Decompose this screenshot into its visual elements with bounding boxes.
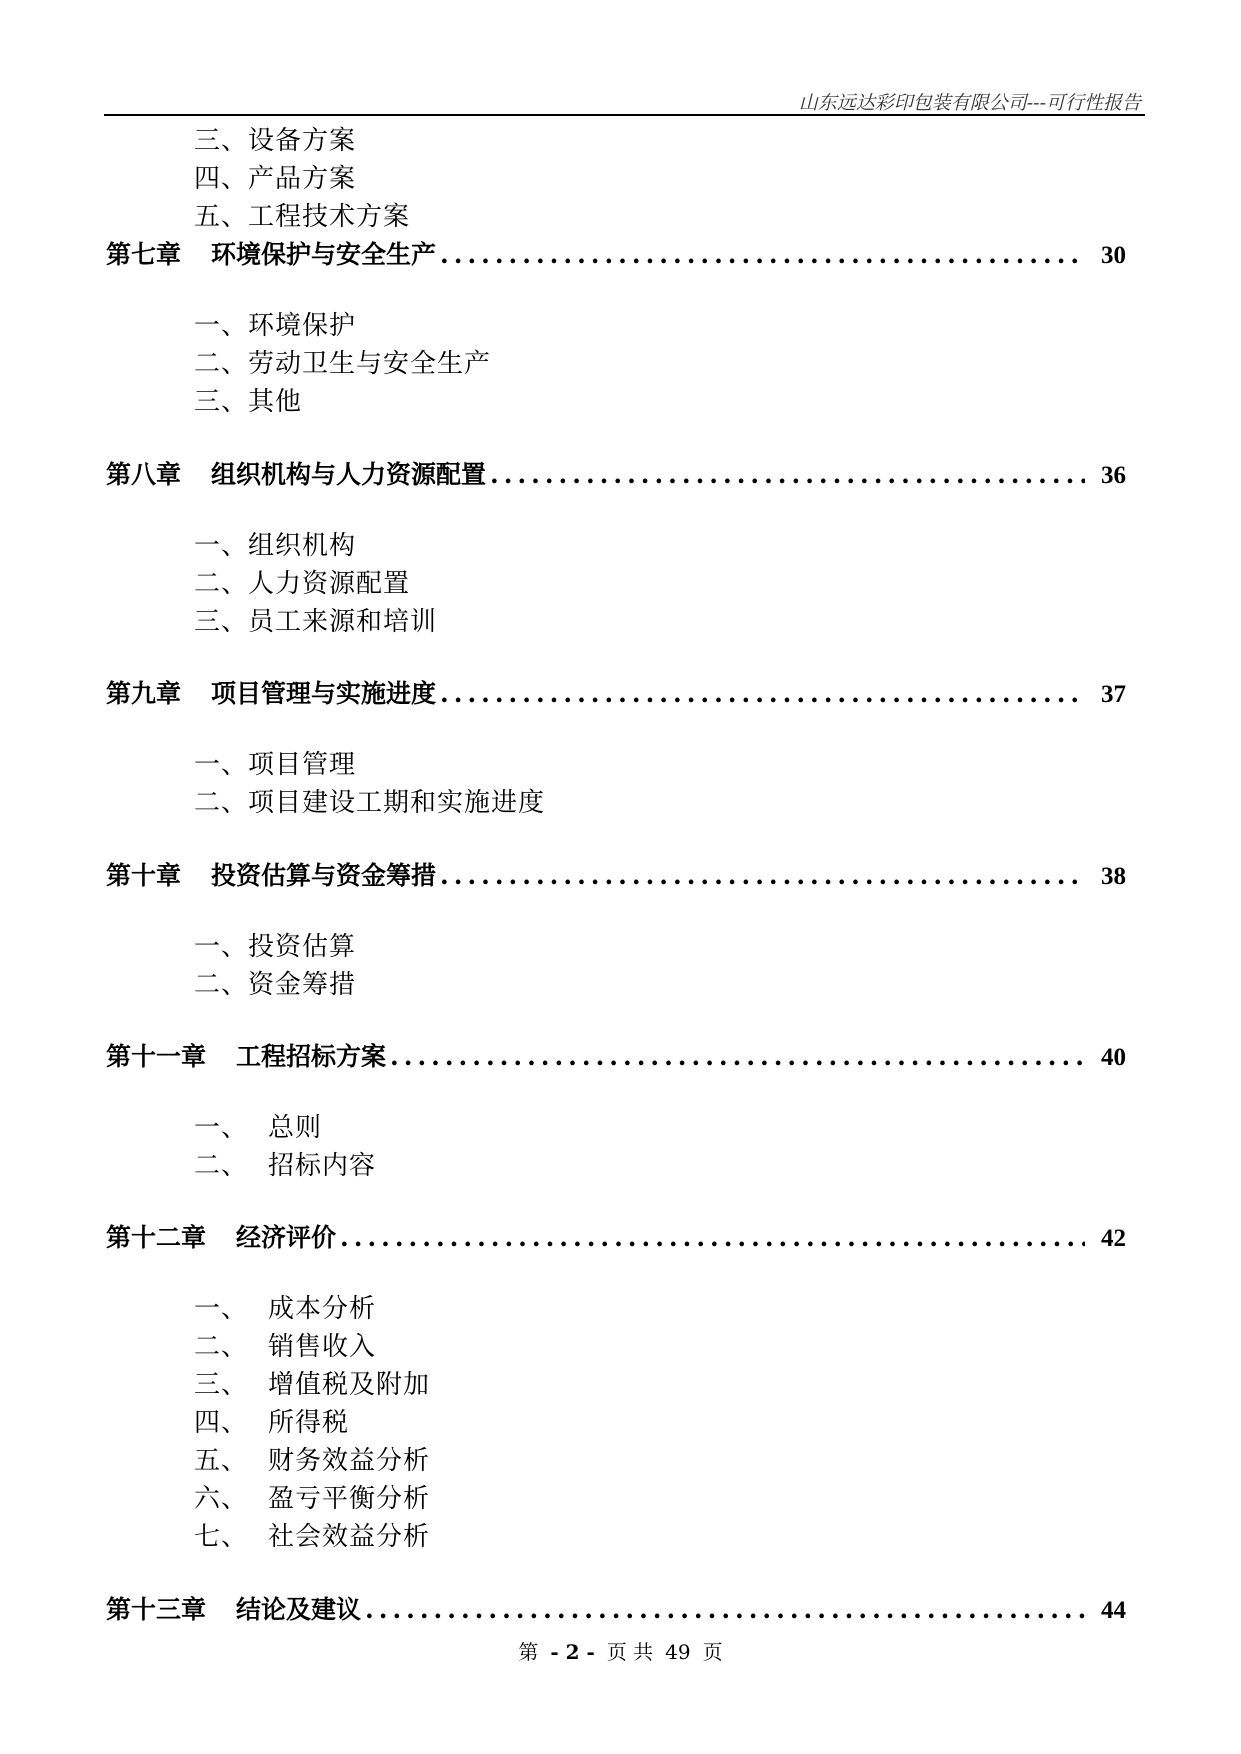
toc-section[interactable] — [194, 1288, 376, 1325]
toc-section-index: 四、 — [194, 164, 249, 194]
toc-section-title: 设备方案 — [248, 126, 357, 156]
toc-section[interactable] — [194, 1478, 430, 1515]
toc-section[interactable] — [194, 381, 302, 418]
toc-section[interactable] — [194, 782, 545, 819]
footer-suffix: 页 — [702, 1640, 723, 1664]
toc-section-index: 三、 — [194, 387, 249, 417]
toc-section-index: 二、 — [194, 569, 249, 599]
dot-leader — [440, 679, 1085, 708]
chapter-page-number: 30 — [1101, 242, 1126, 269]
toc-chapter-11[interactable] — [106, 1037, 1126, 1077]
toc-section[interactable] — [194, 1364, 430, 1401]
toc-section-index: 六、 — [194, 1484, 249, 1514]
chapter-title: 项目管理与实施进度 — [211, 679, 437, 708]
toc-section-index: 五、 — [194, 202, 249, 232]
toc-section[interactable] — [194, 744, 356, 781]
chapter-number: 第九章 — [106, 679, 182, 708]
toc-section[interactable] — [194, 196, 410, 233]
toc-section[interactable] — [194, 525, 356, 562]
toc-section-index: 五、 — [194, 1446, 249, 1476]
toc-section-title: 项目管理 — [248, 750, 357, 780]
toc-section[interactable] — [194, 1440, 430, 1477]
toc-section-title: 工程技术方案 — [248, 202, 411, 232]
toc-section-index: 一、 — [194, 750, 249, 780]
document-header-title: 山东远达彩印包装有限公司---可行性报告 — [798, 92, 1141, 114]
toc-chapter-7[interactable] — [106, 235, 1126, 275]
chapter-number: 第八章 — [106, 460, 182, 489]
chapter-title: 投资估算与资金筹措 — [211, 861, 437, 890]
toc-section[interactable] — [194, 926, 356, 963]
toc-section-index: 一、 — [194, 531, 249, 561]
chapter-title: 经济评价 — [236, 1223, 337, 1252]
toc-section-index: 二、 — [194, 1151, 249, 1181]
toc-section-index: 三、 — [194, 126, 249, 156]
chapter-number: 第十章 — [106, 861, 182, 890]
toc-section[interactable] — [194, 305, 356, 342]
toc-section[interactable] — [194, 563, 410, 600]
toc-section-index: 一、 — [194, 1294, 249, 1324]
toc-section[interactable] — [194, 343, 491, 380]
footer-prefix: 第 — [518, 1640, 539, 1664]
toc-chapter-12[interactable] — [106, 1218, 1126, 1258]
toc-section-title: 成本分析 — [268, 1294, 377, 1324]
dot-leader — [440, 861, 1085, 890]
dot-leader — [440, 240, 1085, 269]
toc-section[interactable] — [194, 601, 437, 638]
chapter-page-number: 40 — [1101, 1044, 1126, 1071]
toc-section-title: 招标内容 — [268, 1151, 377, 1181]
toc-section-title: 环境保护 — [248, 311, 357, 341]
chapter-number: 第十一章 — [106, 1042, 207, 1071]
toc-section[interactable] — [194, 1326, 376, 1363]
chapter-page-number: 36 — [1101, 462, 1126, 489]
toc-section-title: 其他 — [248, 387, 303, 417]
toc-section[interactable] — [194, 1107, 322, 1144]
chapter-title: 环境保护与安全生产 — [211, 240, 437, 269]
header-divider — [104, 114, 1145, 116]
dot-leader — [340, 1223, 1085, 1252]
toc-section-title: 员工来源和培训 — [248, 607, 438, 637]
toc-chapter-13[interactable] — [106, 1590, 1126, 1630]
chapter-title: 工程招标方案 — [236, 1042, 387, 1071]
footer-current-page: - 2 - — [550, 1640, 595, 1664]
toc-section-title: 投资估算 — [248, 932, 357, 962]
toc-section-title: 劳动卫生与安全生产 — [248, 349, 492, 379]
toc-section-index: 二、 — [194, 970, 249, 1000]
toc-section[interactable] — [194, 964, 356, 1001]
toc-section-title: 社会效益分析 — [268, 1522, 431, 1552]
toc-section-title: 组织机构 — [248, 531, 357, 561]
toc-section-index: 三、 — [194, 607, 249, 637]
toc-section-title: 人力资源配置 — [248, 569, 411, 599]
page-footer — [0, 1636, 1241, 1665]
toc-section-index: 三、 — [194, 1370, 249, 1400]
chapter-title: 组织机构与人力资源配置 — [211, 460, 487, 489]
toc-section-index: 二、 — [194, 349, 249, 379]
toc-section-title: 总则 — [268, 1113, 323, 1143]
toc-section-title: 产品方案 — [248, 164, 357, 194]
toc-chapter-10[interactable] — [106, 856, 1126, 896]
toc-section-index: 四、 — [194, 1408, 249, 1438]
toc-section-title: 增值税及附加 — [268, 1370, 431, 1400]
toc-section-title: 资金筹措 — [248, 970, 357, 1000]
chapter-title: 结论及建议 — [236, 1595, 362, 1624]
toc-section-index: 七、 — [194, 1522, 249, 1552]
toc-chapter-9[interactable] — [106, 674, 1126, 714]
toc-section-index: 一、 — [194, 1113, 249, 1143]
footer-total-pages: 49 — [665, 1640, 691, 1664]
toc-section[interactable] — [194, 1402, 349, 1439]
chapter-page-number: 42 — [1101, 1225, 1126, 1252]
chapter-number: 第十二章 — [106, 1223, 207, 1252]
chapter-number: 第七章 — [106, 240, 182, 269]
dot-leader — [490, 460, 1085, 489]
footer-middle: 页 共 — [606, 1640, 654, 1664]
toc-section[interactable] — [194, 158, 356, 195]
toc-section[interactable] — [194, 1516, 430, 1553]
chapter-page-number: 37 — [1101, 681, 1126, 708]
chapter-page-number: 38 — [1101, 863, 1126, 890]
toc-section[interactable] — [194, 120, 356, 157]
dot-leader — [390, 1042, 1085, 1071]
toc-chapter-8[interactable] — [106, 455, 1126, 495]
toc-section[interactable] — [194, 1145, 376, 1182]
toc-section-title: 所得税 — [268, 1408, 350, 1438]
chapter-page-number: 44 — [1101, 1597, 1126, 1624]
chapter-number: 第十三章 — [106, 1595, 207, 1624]
toc-section-index: 二、 — [194, 1332, 249, 1362]
toc-section-index: 一、 — [194, 311, 249, 341]
toc-section-title: 项目建设工期和实施进度 — [248, 788, 546, 818]
toc-section-title: 盈亏平衡分析 — [268, 1484, 431, 1514]
toc-section-title: 销售收入 — [268, 1332, 377, 1362]
toc-section-title: 财务效益分析 — [268, 1446, 431, 1476]
toc-section-index: 二、 — [194, 788, 249, 818]
toc-section-index: 一、 — [194, 932, 249, 962]
dot-leader — [365, 1595, 1085, 1624]
